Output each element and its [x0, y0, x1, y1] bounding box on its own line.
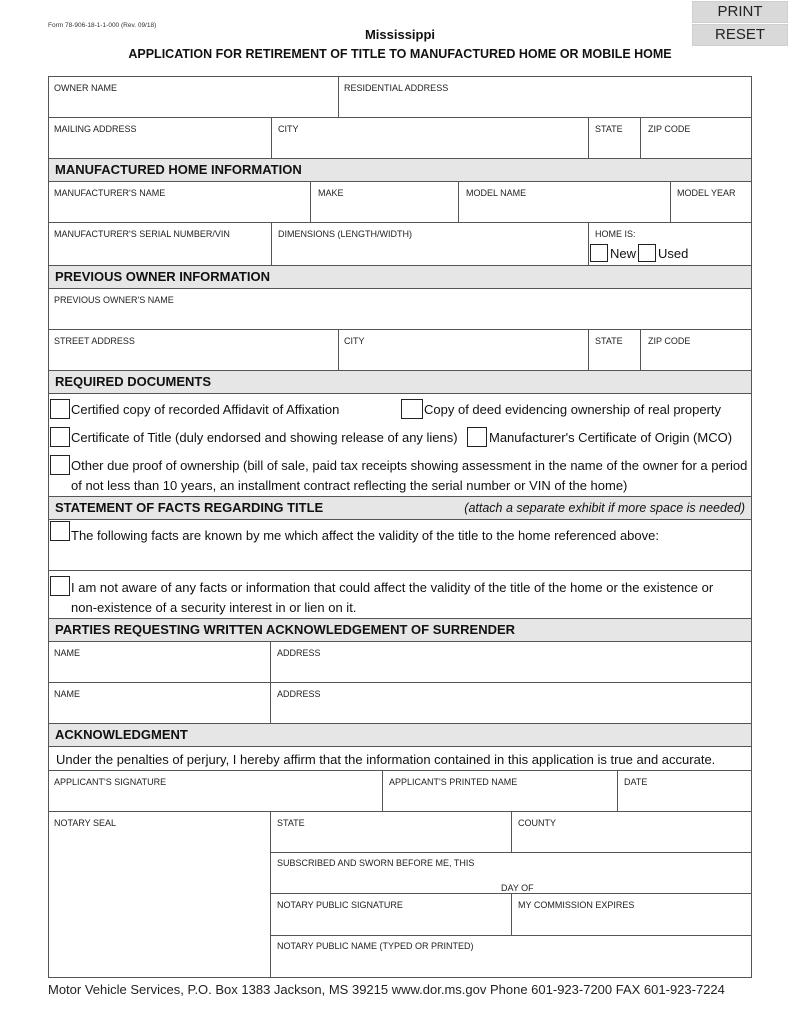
party2-name-field[interactable]: NAME [54, 689, 81, 699]
section-acknowledgment: ACKNOWLEDGMENT [49, 724, 751, 746]
owner-name-field[interactable]: OWNER NAME [54, 83, 117, 93]
statement-note: (attach a separate exhibit if more space is needed) [464, 501, 745, 515]
other-proof-label-line1: Other due proof of ownership (bill of sale, paid tax receipts showing assessment in the name of the owner for a period [71, 458, 748, 473]
facts-known-label: The following facts are known by me which affect the validity of the title to the home referenced above: [71, 528, 659, 543]
notary-seal-area: NOTARY SEAL [54, 818, 117, 828]
section-statement-of-facts [49, 497, 751, 519]
notary-signature-field[interactable]: NOTARY PUBLIC SIGNATURE [277, 900, 403, 910]
title-certificate-label: Certificate of Title (duly endorsed and showing release of any liens) [71, 430, 458, 445]
footer-contact: Motor Vehicle Services, P.O. Box 1383 Jackson, MS 39215 www.dor.ms.gov Phone 601-923-7200 FAX 601-923-7224 [48, 982, 725, 997]
section-home-info: MANUFACTURED HOME INFORMATION [49, 159, 751, 181]
section-parties: PARTIES REQUESTING WRITTEN ACKNOWLEDGEMENT OF SURRENDER [49, 619, 751, 641]
statement-heading: STATEMENT OF FACTS REGARDING TITLE [55, 500, 324, 515]
make-field[interactable]: MAKE [318, 188, 344, 198]
dimensions-field[interactable]: DIMENSIONS (LENGTH/WIDTH) [278, 229, 412, 239]
notary-name-field[interactable]: NOTARY PUBLIC NAME (TYPED OR PRINTED) [277, 941, 474, 951]
deed-label: Copy of deed evidencing ownership of real property [424, 402, 722, 417]
applicant-printed-name-field[interactable]: APPLICANT'S PRINTED NAME [389, 777, 518, 787]
section-required-documents: REQUIRED DOCUMENTS [49, 371, 751, 393]
previous-city-field[interactable]: CITY [344, 336, 365, 346]
applicant-signature-field[interactable]: APPLICANT'S SIGNATURE [54, 777, 167, 787]
mailing-state-field[interactable]: STATE [595, 124, 623, 134]
not-aware-label-line1: I am not aware of any facts or information that could affect the validity of the title of the home or the existence or [71, 580, 714, 595]
mailing-address-field[interactable]: MAILING ADDRESS [54, 124, 137, 134]
previous-street-field[interactable]: STREET ADDRESS [54, 336, 135, 346]
previous-owner-name-field[interactable]: PREVIOUS OWNER'S NAME [54, 295, 174, 305]
day-of-label: DAY OF [501, 883, 534, 893]
not-aware-checkbox[interactable] [50, 576, 70, 596]
other-proof-label-line2: of not less than 10 years, an installment contract reflecting the serial number or VIN of the home) [71, 478, 628, 493]
used-label: Used [658, 246, 689, 261]
residential-address-field[interactable]: RESIDENTIAL ADDRESS [344, 83, 449, 93]
form-number: Form 78-906-18-1-1-000 (Rev. 09/18) [48, 22, 157, 29]
manufacturer-name-field[interactable]: MANUFACTURER'S NAME [54, 188, 166, 198]
perjury-statement: Under the penalties of perjury, I hereby affirm that the information contained in this application is true and accurate. [56, 752, 716, 767]
party1-address-field[interactable]: ADDRESS [277, 648, 321, 658]
mailing-zip-field[interactable]: ZIP CODE [648, 124, 691, 134]
form-frame [48, 76, 752, 978]
notary-county-field[interactable]: COUNTY [518, 818, 556, 828]
home-is-label: HOME IS: [595, 229, 636, 239]
party1-name-field[interactable]: NAME [54, 648, 81, 658]
affidavit-label: Certified copy of recorded Affidavit of Affixation [71, 402, 340, 417]
other-proof-checkbox[interactable] [50, 455, 70, 475]
commission-expires-field[interactable]: MY COMMISSION EXPIRES [518, 900, 635, 910]
section-previous-owner: PREVIOUS OWNER INFORMATION [49, 266, 751, 288]
previous-zip-field[interactable]: ZIP CODE [648, 336, 691, 346]
mco-checkbox[interactable] [467, 427, 487, 447]
used-checkbox[interactable] [638, 244, 656, 262]
serial-number-field[interactable]: MANUFACTURER'S SERIAL NUMBER/VIN [54, 229, 230, 239]
not-aware-label-line2: non-existence of a security interest in or lien on it. [71, 600, 357, 615]
print-button[interactable]: PRINT [692, 1, 788, 23]
mailing-city-field[interactable]: CITY [278, 124, 299, 134]
subscribed-sworn-label: SUBSCRIBED AND SWORN BEFORE ME, THIS [277, 858, 475, 868]
page-title: APPLICATION FOR RETIREMENT OF TITLE TO MANUFACTURED HOME OR MOBILE HOME [128, 47, 672, 61]
party2-address-field[interactable]: ADDRESS [277, 689, 321, 699]
previous-state-field[interactable]: STATE [595, 336, 623, 346]
reset-button[interactable]: RESET [692, 24, 788, 46]
deed-checkbox[interactable] [401, 399, 423, 419]
state-title: Mississippi [364, 27, 436, 42]
affidavit-checkbox[interactable] [50, 399, 70, 419]
notary-state-field[interactable]: STATE [277, 818, 305, 828]
new-label: New [610, 246, 637, 261]
new-checkbox[interactable] [590, 244, 608, 262]
title-certificate-checkbox[interactable] [50, 427, 70, 447]
mco-label: Manufacturer's Certificate of Origin (MCO) [489, 430, 733, 445]
date-field[interactable]: DATE [624, 777, 648, 787]
model-name-field[interactable]: MODEL NAME [466, 188, 527, 198]
facts-known-checkbox[interactable] [50, 521, 70, 541]
model-year-field[interactable]: MODEL YEAR [677, 188, 736, 198]
